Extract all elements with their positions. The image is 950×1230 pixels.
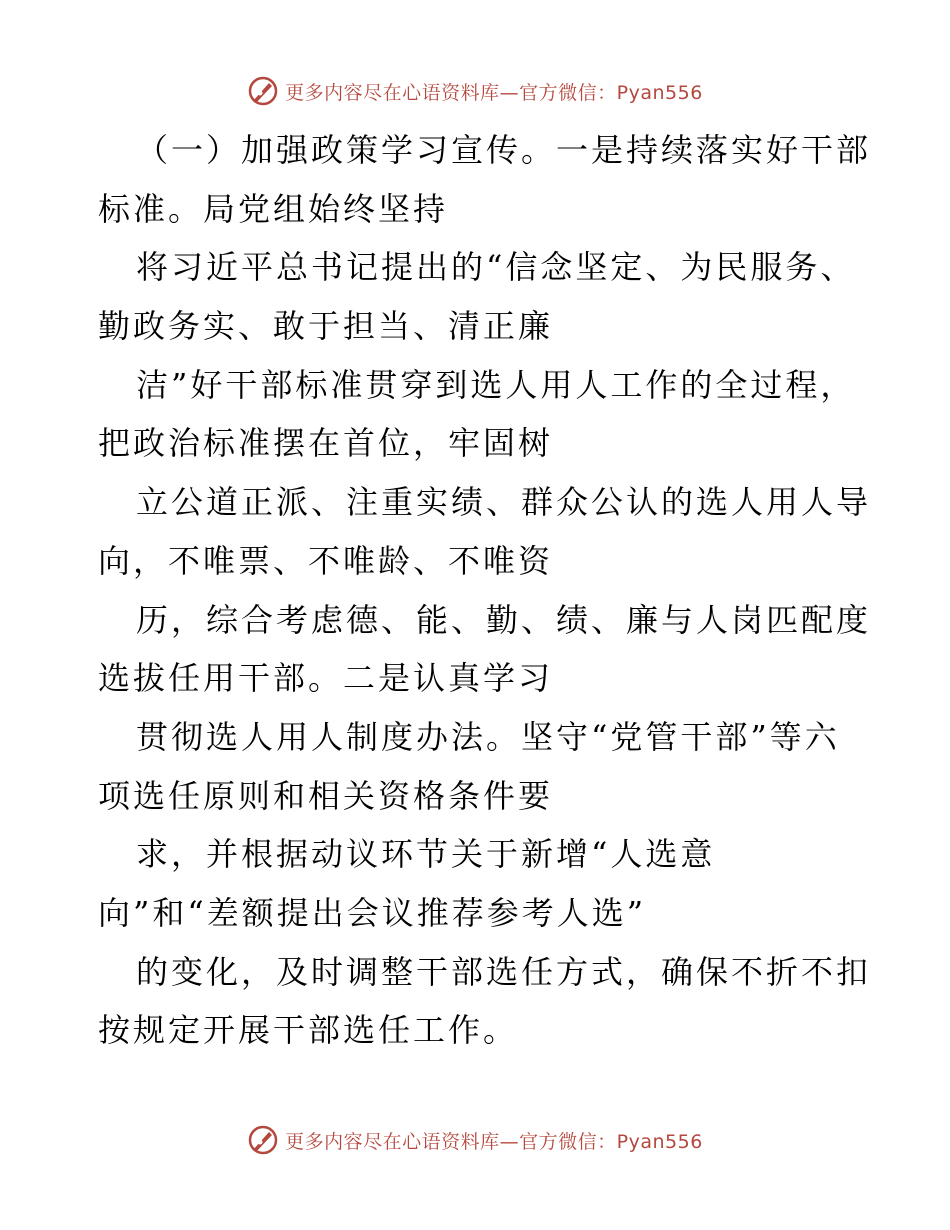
footer-banner-text: 更多内容尽在心语资料库—官方微信：Pyan556 <box>285 1130 703 1153</box>
header-banner-text: 更多内容尽在心语资料库—官方微信：Pyan556 <box>285 81 703 104</box>
text-line: 求，并根据动议环节关于新增“人选意 <box>136 835 716 874</box>
footer-banner <box>0 1120 950 1160</box>
text-line: 向”和“差额提出会议推荐参考人选” <box>98 893 647 932</box>
text-line: 选拔任用干部。二是认真学习 <box>98 659 554 698</box>
text-line: 按规定开展干部选任工作。 <box>98 1011 519 1050</box>
text-line: 的变化，及时调整干部选任方式，确保不折不扣 <box>136 952 872 991</box>
text-line: 向，不唯票、不唯龄、不唯资 <box>98 541 554 580</box>
document-body <box>98 121 872 1060</box>
header-banner <box>0 71 950 111</box>
text-line: 洁”好干部标准贯穿到选人用人工作的全过程， <box>136 365 856 404</box>
red-quill-logo-icon <box>247 1124 279 1156</box>
text-line: （一）加强政策学习宣传。一是持续落实好干部 <box>136 131 872 169</box>
text-line: 立公道正派、注重实绩、群众公认的选人用人导 <box>136 483 872 522</box>
text-line: 将习近平总书记提出的“信念坚定、为民服务、 <box>136 248 856 287</box>
text-line: 勤政务实、敢于担当、清正廉 <box>98 307 554 346</box>
text-line: 贯彻选人用人制度办法。坚守“党管干部”等六 <box>136 717 840 756</box>
text-line: 项选任原则和相关资格条件要 <box>98 776 554 815</box>
red-quill-logo-icon <box>247 75 279 107</box>
text-line: 标准。局党组始终坚持 <box>98 189 449 228</box>
text-line: 历，综合考虑德、能、勤、绩、廉与人岗匹配度 <box>136 600 872 639</box>
text-line: 把政治标准摆在首位，牢固树 <box>98 424 554 463</box>
